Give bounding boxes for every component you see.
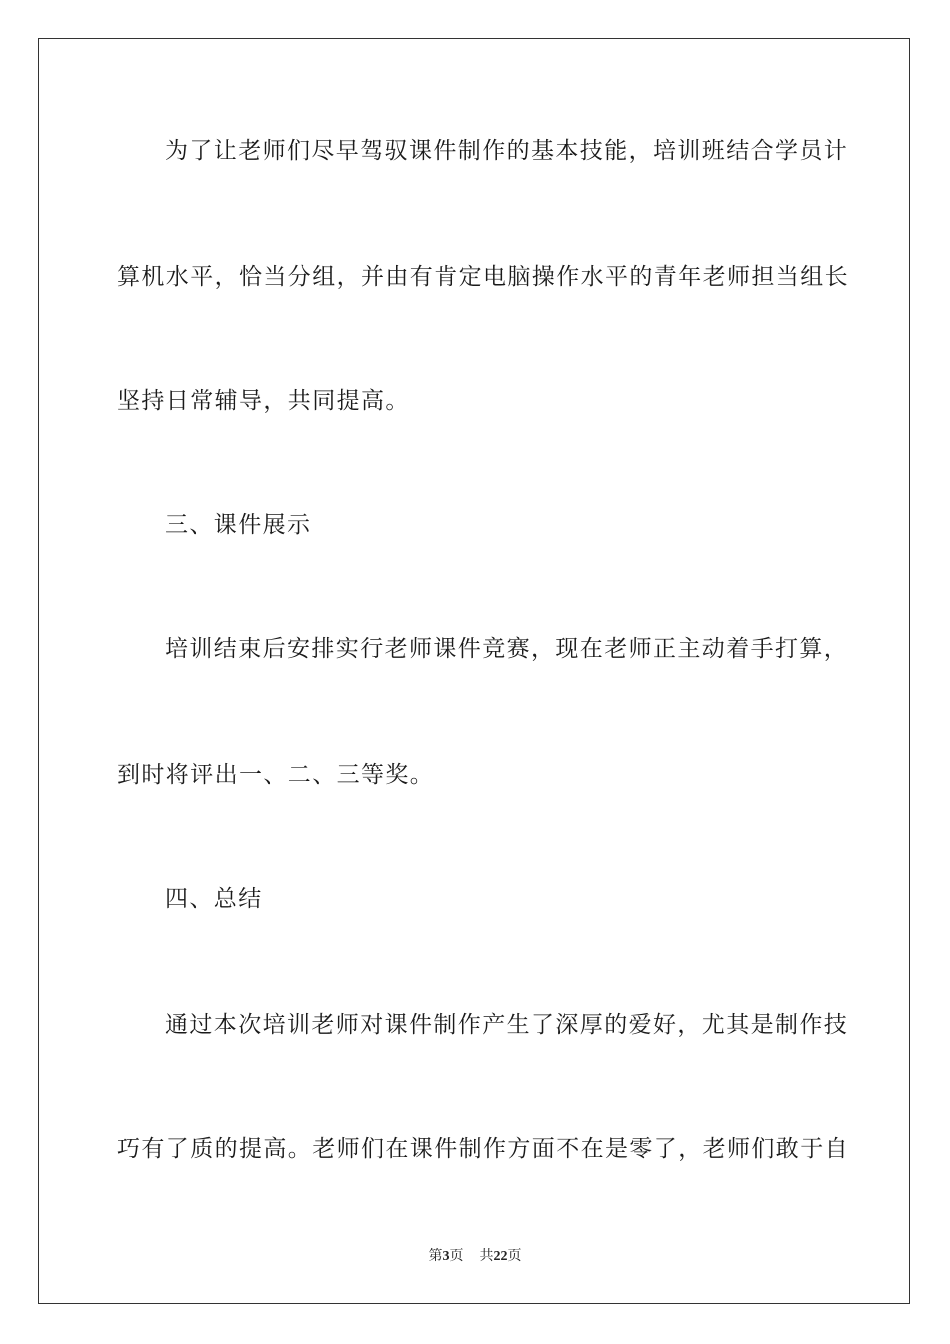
page-border: [38, 38, 910, 1304]
footer-total-prefix: 共: [479, 1249, 494, 1264]
footer-total-suffix: 页: [507, 1249, 522, 1264]
section-heading-summary: 四、总结: [165, 886, 263, 912]
footer-page-number: 3: [442, 1249, 450, 1264]
footer-total-pages: 22: [493, 1249, 508, 1264]
section-heading-courseware-display: 三、课件展示: [165, 512, 312, 538]
footer-page-suffix: 页: [449, 1249, 464, 1264]
paragraph-line-3: 坚持日常辅导，共同提高。: [117, 388, 410, 414]
paragraph-line-6: 通过本次培训老师对课件制作产生了深厚的爱好，尤其是制作技: [165, 1012, 849, 1038]
paragraph-line-2: 算机水平，恰当分组，并由有肯定电脑操作水平的青年老师担当组长: [117, 264, 849, 290]
paragraph-line-1: 为了让老师们尽早驾驭课件制作的基本技能，培训班结合学员计: [165, 138, 849, 164]
paragraph-line-7: 巧有了质的提高。老师们在课件制作方面不在是零了，老师们敢于自: [117, 1136, 849, 1162]
paragraph-line-4: 培训结束后安排实行老师课件竞赛，现在老师正主动着手打算，: [165, 636, 849, 662]
footer-page-prefix: 第: [428, 1249, 443, 1264]
page-footer: [0, 1248, 950, 1266]
paragraph-line-5: 到时将评出一、二、三等奖。: [117, 762, 435, 788]
